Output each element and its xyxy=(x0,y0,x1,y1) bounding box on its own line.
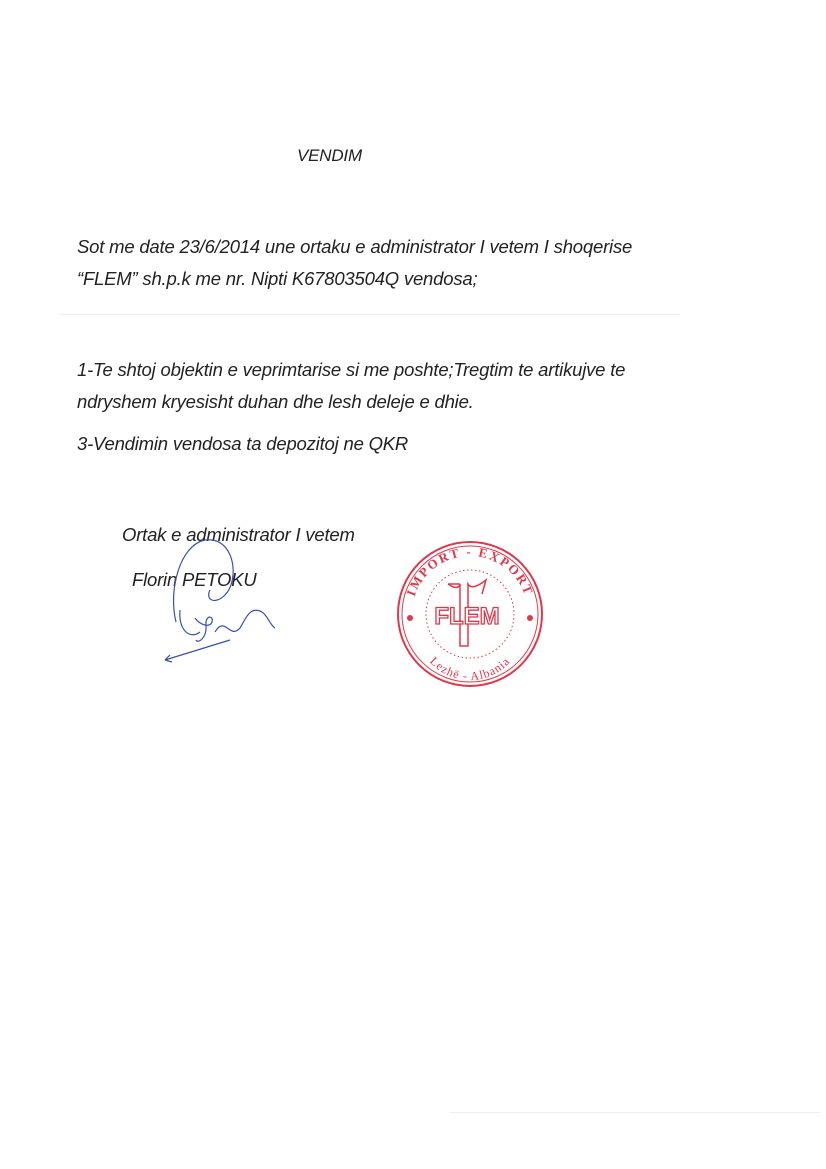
stamp-top-text: IMPORT - EXPORT xyxy=(403,543,537,599)
intro-line-2: “FLEM” sh.p.k me nr. Nipti K67803504Q vendosa; xyxy=(77,268,478,289)
item-3: 3-Vendimin vendosa ta depozitoj ne QKR xyxy=(77,433,409,454)
handwritten-signature xyxy=(165,540,275,662)
signatory-name: Florin PETOKU xyxy=(132,569,257,590)
item-1-line-1: 1-Te shtoj objektin e veprimtarise si me poshte;Tregtim te artikujve te xyxy=(77,359,626,380)
svg-text:IMPORT - EXPORT xyxy=(403,544,537,598)
stamp-bottom-text: Lezhë - Albania xyxy=(427,653,513,684)
stamp-center-text: FLEM xyxy=(434,603,500,630)
document-title: VENDIM xyxy=(297,146,362,165)
item-1-line-2: ndryshem kryesisht duhan dhe lesh deleje e dhie. xyxy=(77,391,474,412)
company-stamp xyxy=(398,542,542,686)
signatory-role: Ortak e administrator I vetem xyxy=(122,524,355,545)
intro-line-1: Sot me date 23/6/2014 une ortaku e administrator I vetem I shoqerise xyxy=(77,236,633,257)
